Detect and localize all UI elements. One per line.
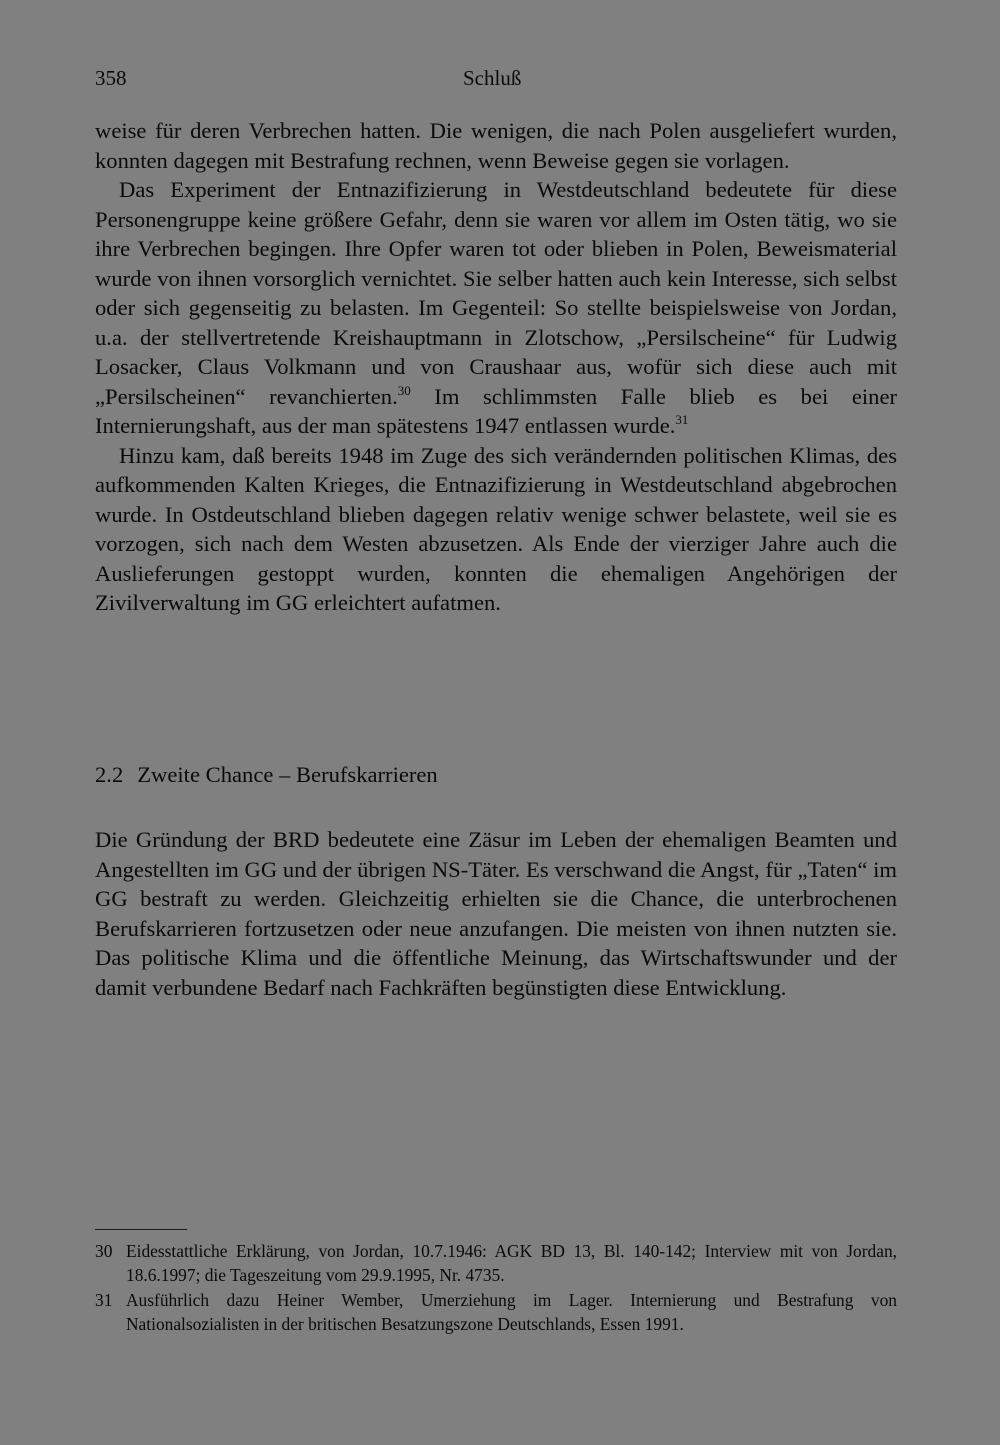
footnote-text: Ausführlich dazu Heiner Wember, Umerziehung im Lager. Internierung und Bestrafung von Nationalsozialisten in der britischen Besatzungszone Deutschlands, Essen 1991. (126, 1290, 897, 1334)
paragraph (95, 116, 897, 175)
page-number: 358 (95, 66, 127, 90)
paragraph-text: Die Gründung der BRD bedeutete eine Zäsur im Leben der ehemaligen Beamten und Angestellten im GG und der übrigen NS-Täter. Es verschwand die Angst, für „Taten“ im GG bestraft zu werden. Gleichzeitig erhielten sie die Chance, die unterbrochenen Berufskarrieren fortzusetzen oder neue anzufangen. Die meisten von ihnen nutzten sie. Das politische Klima und die öffentliche Meinung, das Wirtschaftswunder und der damit verbundene Bedarf nach Fachkräften begünstigten diese Entwicklung. (95, 827, 897, 1000)
footnotes (95, 1240, 897, 1338)
footnote-30 (95, 1240, 897, 1287)
footnote-ref-31[interactable]: 31 (675, 412, 689, 427)
footnote-number: 31 (95, 1290, 113, 1310)
paragraph-text: weise für deren Verbrechen hatten. Die wenigen, die nach Polen ausgeliefert wurden, konnten dagegen mit Bestrafung rechnen, wenn Beweise gegen sie vorlagen. (95, 118, 897, 173)
running-header (95, 66, 895, 96)
paragraph-text: Hinzu kam, daß bereits 1948 im Zuge des sich verändernden politischen Klimas, des aufkommenden Kalten Krieges, die Entnazifizierung in Westdeutschland abgebrochen wurde. In Ostdeutschland blieben dagegen relativ wenige schwer belastete, weil sie es vorzogen, sich nach dem Westen abzusetzen. Als Ende der vierziger Jahre auch die Auslieferungen gestoppt wurden, konnten die ehemaligen Angehörigen der Zivilverwaltung im GG erleichtert aufatmen. (95, 442, 897, 615)
section-heading (95, 762, 438, 788)
footnote-ref-30[interactable]: 30 (397, 382, 411, 398)
paragraph-text: Im schlimmsten Falle blieb es bei einer Internierungshaft, aus der man spätestens 1947 entlassen wurde. (95, 383, 897, 438)
paragraph (95, 175, 897, 441)
paragraph (95, 825, 897, 1002)
paragraph-text: Das Experiment der Entnazifizierung in Westdeutschland bedeutete für diese Personengruppe keine größere Gefahr, denn sie waren vor allem im Osten tätig, wo sie ihre Verbrechen begingen. Ihre Opfer waren tot oder blieben in Polen, Beweismaterial wurde von ihnen vorsorglich vernichtet. Sie selber hatten auch kein Interesse, sich selbst oder sich gegenseitig zu belasten. Im Gegenteil: So stellte beispielsweise von Jordan, u.a. der stellvertretende Kreishauptmann in Zlotschow, „Persilscheine“ für Ludwig Losacker, Claus Volkmann und von Craushaar aus, wofür sich diese auch mit „Persilscheinen“ revanchierten. (95, 177, 897, 409)
section-number: 2.2 (95, 762, 124, 787)
main-text (95, 116, 897, 618)
running-title: Schluß (463, 66, 522, 90)
footnote-number: 30 (95, 1241, 113, 1261)
footnote-divider (95, 1229, 187, 1230)
footnote-31 (95, 1289, 897, 1336)
paragraph (95, 441, 897, 618)
section-body (95, 825, 897, 1002)
footnote-text: Eidesstattliche Erklärung, von Jordan, 10.7.1946: AGK BD 13, Bl. 140-142; Interview mit von Jordan, 18.6.1997; die Tageszeitung vom 29.9.1995, Nr. 4735. (126, 1241, 897, 1285)
section-title: Zweite Chance – Berufskarrieren (137, 762, 438, 787)
